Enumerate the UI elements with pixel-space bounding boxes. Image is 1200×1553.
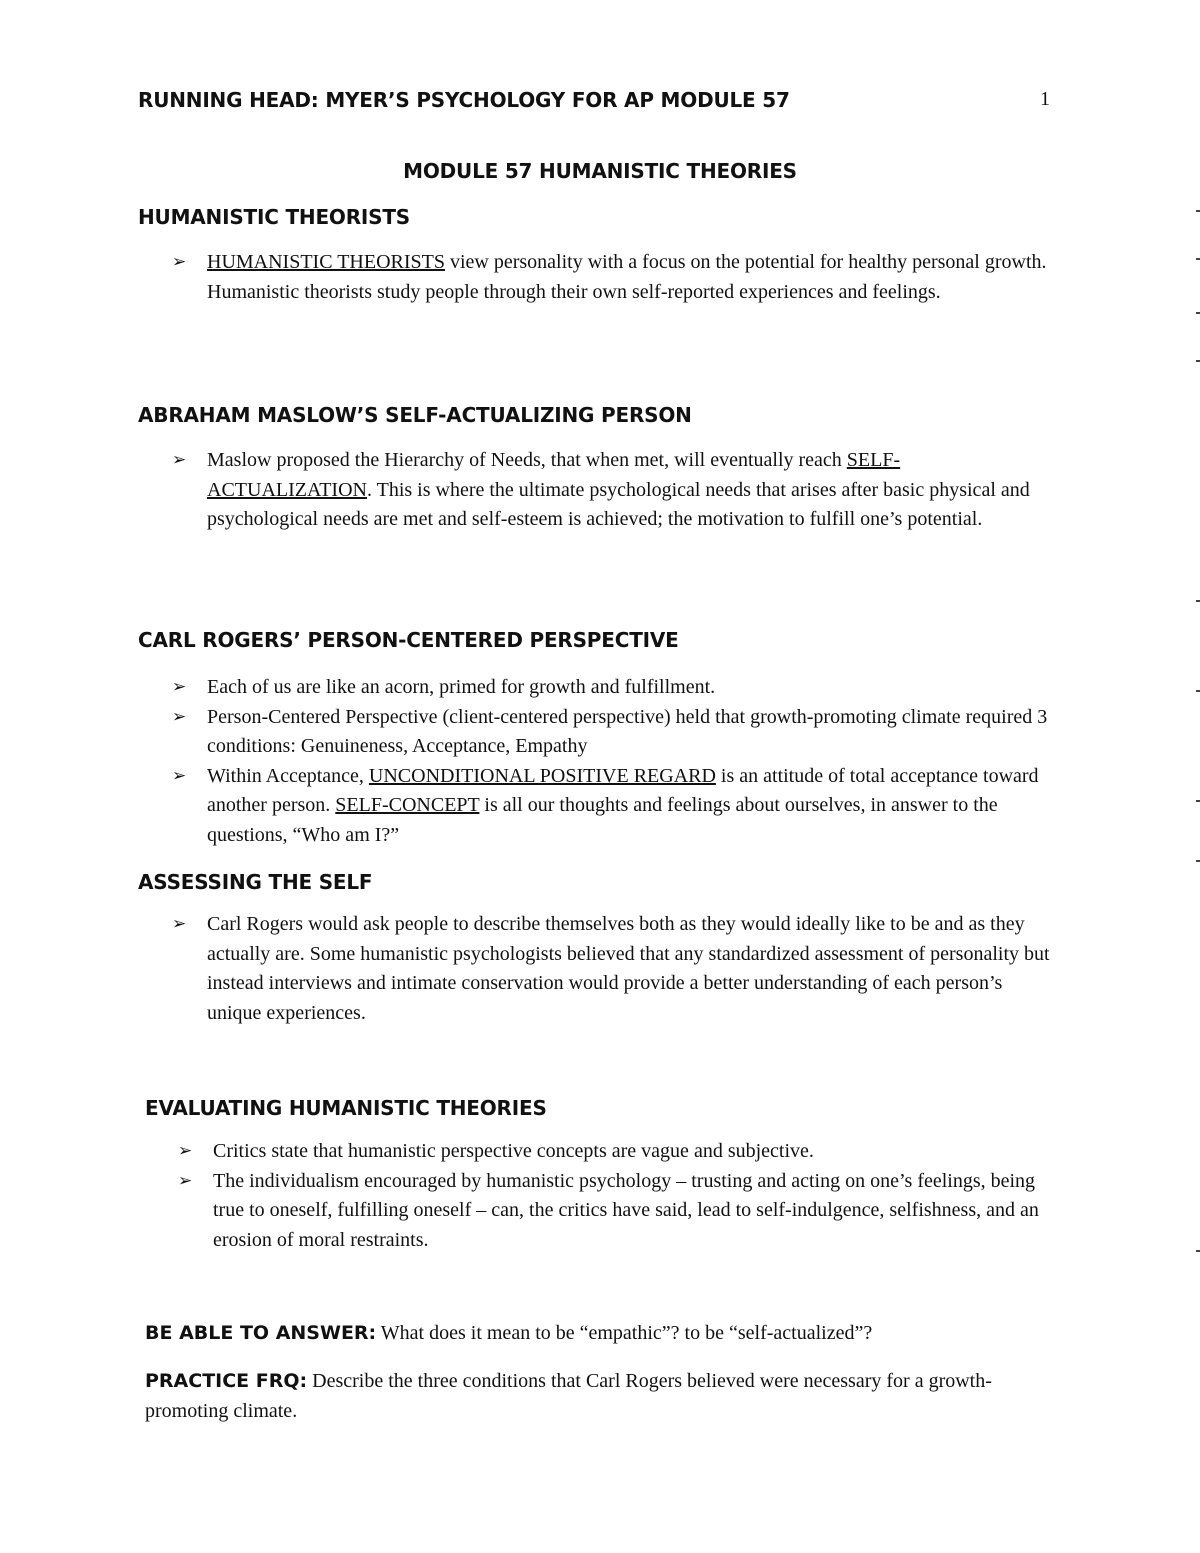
arrow-bullet-icon: ➢ [172,914,187,934]
arrow-bullet-icon: ➢ [172,677,187,697]
item-text: Carl Rogers would ask people to describe themselves both as they would ideally like to be and as they actually are. Some humanistic psychologists believed that any standardized assessment of personality but instead interviews and intimate conservation would provide a better understanding of each person’s unique experiences. [207,913,1050,1024]
section-list-evaluating [178,1137,1058,1255]
item-text: The individualism encouraged by humanistic psychology – trusting and acting on one’s feelings, being true to oneself, fulfilling oneself – can, the critics have said, lead to self-indulgence, selfishness, and an erosion of moral restraints. [213,1169,1039,1251]
scan-mark [1196,1250,1200,1252]
section-heading-humanistic-theorists: HUMANISTIC THEORISTS [138,205,411,229]
list-item [178,1137,1058,1167]
practice-text: Describe the three conditions that Carl Rogers believed were necessary for a growth-promoting climate. [145,1370,992,1422]
scan-mark [1196,690,1200,692]
scan-mark [1196,860,1200,862]
list-item [172,910,1052,1028]
section-list-humanistic-theorists [172,248,1052,307]
practice-frq [145,1366,1045,1426]
list-item [172,673,1052,703]
item-text: Critics state that humanistic perspective concepts are vague and subjective. [213,1140,814,1162]
item-text: is an attitude of total acceptance toward another person. [207,764,1039,816]
be-able-label: BE ABLE TO ANSWER: [145,1322,377,1344]
section-heading-maslow: ABRAHAM MASLOW’S SELF-ACTUALIZING PERSON [138,403,692,427]
section-list-rogers [172,673,1052,850]
item-text: is all our thoughts and feelings about ourselves, in answer to the questions, “Who am I?” [207,794,998,846]
page-number: 1 [1040,88,1050,110]
scan-mark [1196,600,1200,602]
arrow-bullet-icon: ➢ [178,1170,193,1191]
arrow-bullet-icon: ➢ [172,706,187,727]
section-heading-rogers: CARL ROGERS’ PERSON-CENTERED PERSPECTIVE [138,628,679,652]
arrow-bullet-icon: ➢ [172,450,187,470]
item-text: Maslow proposed the Hierarchy of Needs, that when met, will eventually reach [207,449,847,471]
key-term: HUMANISTIC THEORISTS [207,251,445,273]
list-item [172,446,1052,535]
be-able-to-answer [145,1318,1045,1348]
key-term: UNCONDITIONAL POSITIVE REGARD [368,764,716,787]
scan-mark [1196,360,1200,362]
arrow-bullet-icon: ➢ [178,1141,193,1161]
item-text: Person-Centered Perspective (client-centered perspective) held that growth-promoting climate required 3 conditions: Genuineness, Acceptance, Empathy [207,705,1048,757]
scan-mark [1196,210,1200,212]
item-text: view personality with a focus on the potential for healthy personal growth. Humanistic theorists study people through their own self-reported experiences and feelings. [207,251,1047,303]
list-item [172,248,1052,307]
scan-mark [1196,312,1200,314]
section-list-assessing-self [172,910,1052,1028]
item-text: . This is where the ultimate psychological needs that arises after basic physical and psychological needs are met and self-esteem is achieved; the motivation to fulfill one’s potential. [207,478,1030,530]
page-title: MODULE 57 HUMANISTIC THEORIES [403,159,797,183]
item-text: Each of us are like an acorn, primed for growth and fulfillment. [207,676,716,698]
arrow-bullet-icon: ➢ [172,252,187,272]
section-list-maslow [172,446,1052,535]
list-item [178,1167,1058,1256]
list-item [172,762,1052,851]
section-heading-evaluating: EVALUATING HUMANISTIC THEORIES [145,1096,547,1120]
arrow-bullet-icon: ➢ [172,765,187,786]
scan-mark [1196,800,1200,802]
scan-mark [1196,258,1200,260]
practice-label: PRACTICE FRQ: [145,1370,308,1392]
be-able-text: What does it mean to be “empathic”? to be “self-actualized”? [376,1322,873,1344]
section-heading-assessing-self: ASSESSING THE SELF [138,870,373,894]
running-head: RUNNING HEAD: MYER’S PSYCHOLOGY FOR AP MODULE 57 [138,88,790,112]
list-item [172,703,1052,762]
key-term: SELF-ACTUALIZATION [207,449,901,501]
key-term: SELF-CONCEPT [335,794,480,816]
item-text: Within Acceptance, [207,764,369,787]
